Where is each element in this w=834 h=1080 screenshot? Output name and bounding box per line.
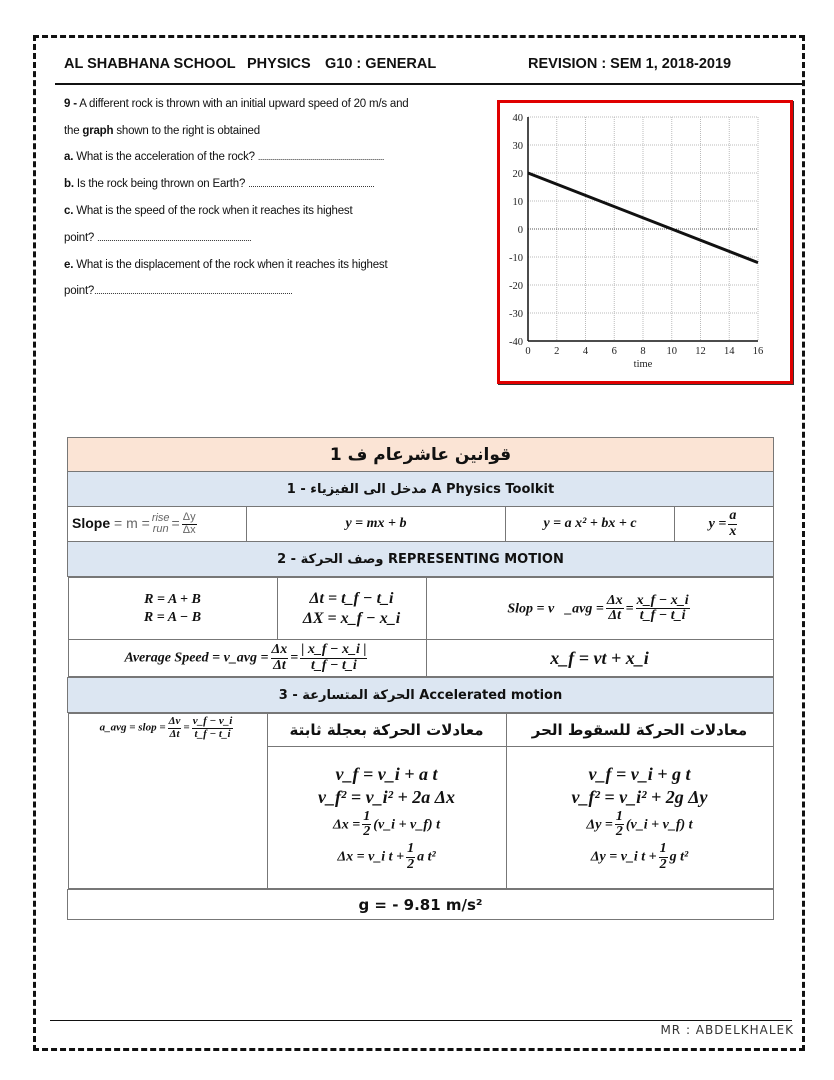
question-line2: the graph shown to the right is obtained bbox=[64, 125, 260, 137]
y-tick-label: 20 bbox=[512, 169, 523, 180]
x-axis-label: time bbox=[633, 359, 653, 370]
constant-acceleration-header: معادلات الحركة بعجلة ثابتة bbox=[267, 714, 506, 747]
y-tick-label: -30 bbox=[509, 309, 523, 320]
linear-formula: y = mx + b bbox=[247, 507, 506, 542]
acceleration-formula: a_avg = slop = $\frac{\Delta v}{\Delta t}$ = $\frac{v\_f - v\_i}{t\_f - t\_i}$ bbox=[68, 714, 267, 889]
slope-formula: Slope = m = rise run = $\frac{\Delta y}{\Delta x}$ bbox=[68, 507, 247, 542]
question-c-cont: point? ............................................................................. bbox=[64, 232, 252, 244]
x-tick-label: 8 bbox=[640, 346, 646, 357]
y-tick-label: -10 bbox=[509, 253, 523, 264]
x-tick-label: 2 bbox=[554, 346, 560, 357]
position-formula: x_f = vt + x_i bbox=[426, 640, 773, 677]
subject: PHYSICS bbox=[247, 56, 311, 72]
constant-acceleration-equations: v_f = v_i + a t v_f² = v_i² + 2a Δx Δx = $\frac{1}{2}$ (v_i + v_f) t Δx = v_i t + $\frac{1}{2}$ a t² bbox=[267, 747, 506, 889]
x-tick-label: 4 bbox=[582, 346, 589, 357]
y-tick-label: -40 bbox=[509, 337, 523, 348]
header-rule bbox=[55, 83, 805, 85]
section-1-header: 1 - مدخل الى الفيزياء A Physics Toolkit bbox=[68, 472, 774, 507]
gravity-constant: g = - 9.81 m/s² bbox=[68, 890, 774, 920]
x-tick-label: 0 bbox=[525, 346, 531, 357]
quadratic-formula: y = a x² + bx + c bbox=[506, 507, 675, 542]
free-fall-header: معادلات الحركة للسقوط الحر bbox=[506, 714, 773, 747]
footer-rule bbox=[50, 1020, 792, 1021]
x-tick-label: 16 bbox=[752, 346, 764, 357]
vector-formulas: R = A + B R = A − B bbox=[68, 578, 277, 640]
average-speed-formula: Average Speed = v_avg = $\frac{\Delta x}{\Delta t}$ = $\frac{| x\_f - x\_i |}{t\_f - t\_i}$ bbox=[68, 640, 426, 677]
school-name: AL SHABHANA SCHOOL bbox=[64, 56, 236, 72]
average-velocity-formula: Slop = v⃗_avg = $\frac{\Delta x}{\Delta t}$ = $\frac{x\_f - x\_i}{t\_f - t\_i}$ bbox=[426, 578, 773, 640]
x-tick-label: 12 bbox=[695, 346, 706, 357]
y-tick-label: 30 bbox=[512, 141, 523, 152]
free-fall-equations: v_f = v_i + g t v_f² = v_i² + 2g Δy Δy = $\frac{1}{2}$ (v_i + v_f) t Δy = v_i t + $\frac{1}{2}$ g t² bbox=[506, 747, 773, 889]
question-c: c. What is the speed of the rock when it reaches its highest bbox=[64, 205, 353, 217]
question-a: a. What is the acceleration of the rock? ............................................................... bbox=[64, 151, 384, 163]
inverse-formula: y = $\frac{a}{x}$ bbox=[675, 507, 774, 542]
question-e-cont: point?................................................................................................... bbox=[64, 285, 293, 297]
graph-svg bbox=[500, 103, 790, 381]
x-tick-label: 14 bbox=[724, 346, 735, 357]
formula-table bbox=[67, 437, 774, 920]
y-tick-label: 40 bbox=[512, 113, 523, 124]
y-tick-label: 0 bbox=[517, 225, 523, 236]
y-tick-label: -20 bbox=[509, 281, 523, 292]
velocity-time-graph bbox=[497, 100, 793, 384]
section-3-header: 3 - الحركة المتسارعة Accelerated motion bbox=[68, 678, 774, 713]
x-tick-label: 10 bbox=[666, 346, 677, 357]
grade: G10 : GENERAL bbox=[325, 56, 437, 72]
x-tick-label: 6 bbox=[611, 346, 617, 357]
question-e: e. What is the displacement of the rock when it reaches its highest bbox=[64, 259, 388, 271]
section-2-header: 2 - وصف الحركة REPRESENTING MOTION bbox=[68, 542, 774, 577]
question-b: b. Is the rock being thrown on Earth? ............................................................... bbox=[64, 178, 375, 190]
question-line1: 9 - A different rock is thrown with an initial upward speed of 20 m/s and bbox=[64, 98, 409, 110]
author-name: MR : ABDELKHALEK bbox=[660, 1023, 794, 1037]
y-tick-label: 10 bbox=[512, 197, 523, 208]
delta-formulas: Δt = t_f − t_i ΔX = x_f − x_i bbox=[277, 578, 426, 640]
table-title: قوانين عاشرعام ف 1 bbox=[68, 438, 774, 472]
revision: REVISION : SEM 1, 2018-2019 bbox=[528, 56, 732, 72]
